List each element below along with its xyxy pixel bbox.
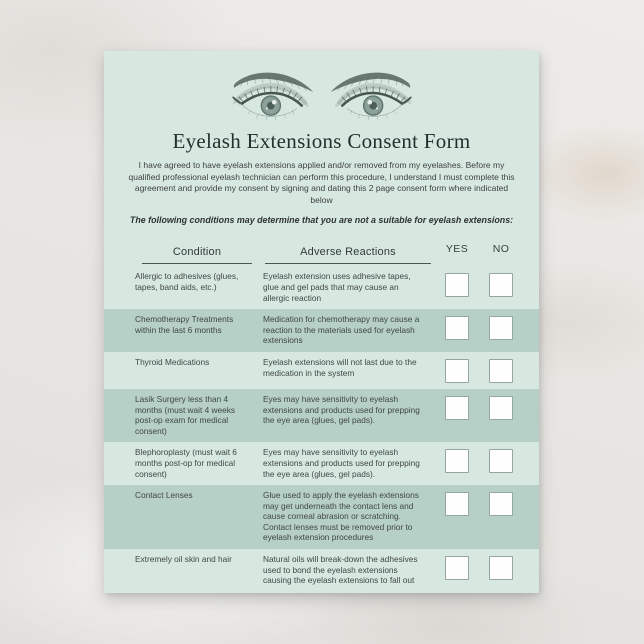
condition-cell: Contact Lenses — [135, 490, 193, 501]
table-row — [104, 389, 539, 442]
table-row — [104, 549, 539, 592]
reaction-cell: Eyelash extensions will not last due to the medication in the system — [263, 356, 417, 378]
reaction-cell: Eyes may have sensitivity to eyelash extensions and products used for prepping the eye area (glues, gel pads). — [263, 393, 420, 426]
adverse-reactions-column-header: Adverse Reactions — [263, 242, 433, 264]
yes-checkbox[interactable] — [445, 273, 469, 297]
yes-checkbox[interactable] — [445, 556, 469, 580]
table-row — [104, 352, 539, 389]
reaction-cell: Glue used to apply the eyelash extensions may get underneath the contact lens and cause corneal abrasion or scratching. Contact lenses must be removed prior to eyelash extension procedures — [263, 490, 419, 543]
no-checkbox[interactable] — [489, 449, 513, 473]
conditions-note: The following conditions may determine that you are not a suitable for eyelash extensions: — [129, 215, 514, 226]
no-checkbox[interactable] — [489, 273, 513, 297]
reaction-cell: Eyelash extension uses adhesive tapes, glue and gel pads that may cause an allergic reaction — [263, 271, 411, 303]
no-column-header: NO — [492, 243, 510, 256]
yes-checkbox[interactable] — [445, 359, 469, 383]
table-row — [104, 442, 539, 485]
no-checkbox[interactable] — [489, 492, 513, 516]
condition-cell: Allergic to adhesives (glues, tapes, band aids, etc.) — [135, 271, 239, 292]
eyes-illustration-icon — [211, 60, 433, 128]
conditions-table — [104, 237, 539, 591]
no-checkbox[interactable] — [489, 556, 513, 580]
condition-cell: Thyroid Medications — [135, 356, 210, 367]
table-row — [104, 266, 539, 309]
no-checkbox[interactable] — [489, 359, 513, 383]
yes-checkbox[interactable] — [445, 396, 469, 420]
intro-paragraph: I have agreed to have eyelash extensions applied and/or removed from my eyelashes. Before my qualified professional eyelash technician can perform this procedure, I understand I must complete this agreement and provide my consent by signing and dating this 2 page consent form where indicated below — [128, 160, 515, 205]
yes-checkbox[interactable] — [445, 492, 469, 516]
yes-checkbox[interactable] — [445, 449, 469, 473]
reaction-cell: Medication for chemotherapy may cause a reaction to the materials used for eyelash extensions — [263, 314, 420, 346]
consent-form-card — [104, 51, 539, 593]
page-title: Eyelash Extensions Consent Form — [172, 129, 471, 153]
yes-checkbox[interactable] — [445, 316, 469, 340]
condition-cell: Lasik Surgery less than 4 months (must wait 4 weeks post-op exam for medical consent) — [135, 393, 236, 436]
no-checkbox[interactable] — [489, 396, 513, 420]
table-row — [104, 485, 539, 549]
table-header-row — [104, 237, 539, 266]
no-checkbox[interactable] — [489, 316, 513, 340]
condition-cell: Chemotherapy Treatments within the last 6 months — [135, 314, 234, 335]
table-row — [104, 309, 539, 352]
yes-column-header: YES — [445, 243, 469, 256]
conditions-table-body — [104, 266, 539, 591]
reaction-cell: Eyes may have sensitivity to eyelash extensions and products used for prepping the eye area (glues, gel pads). — [263, 447, 420, 479]
condition-cell: Blephoroplasty (must wait 6 months post-op for medical consent) — [135, 447, 237, 479]
reaction-cell: Natural oils will break-down the adhesives used to bond the eyelash extensions causing the eyelash extensions to fall out — [263, 554, 418, 586]
condition-column-header: Condition — [135, 242, 259, 264]
condition-cell: Extremely oil skin and hair — [135, 554, 232, 565]
